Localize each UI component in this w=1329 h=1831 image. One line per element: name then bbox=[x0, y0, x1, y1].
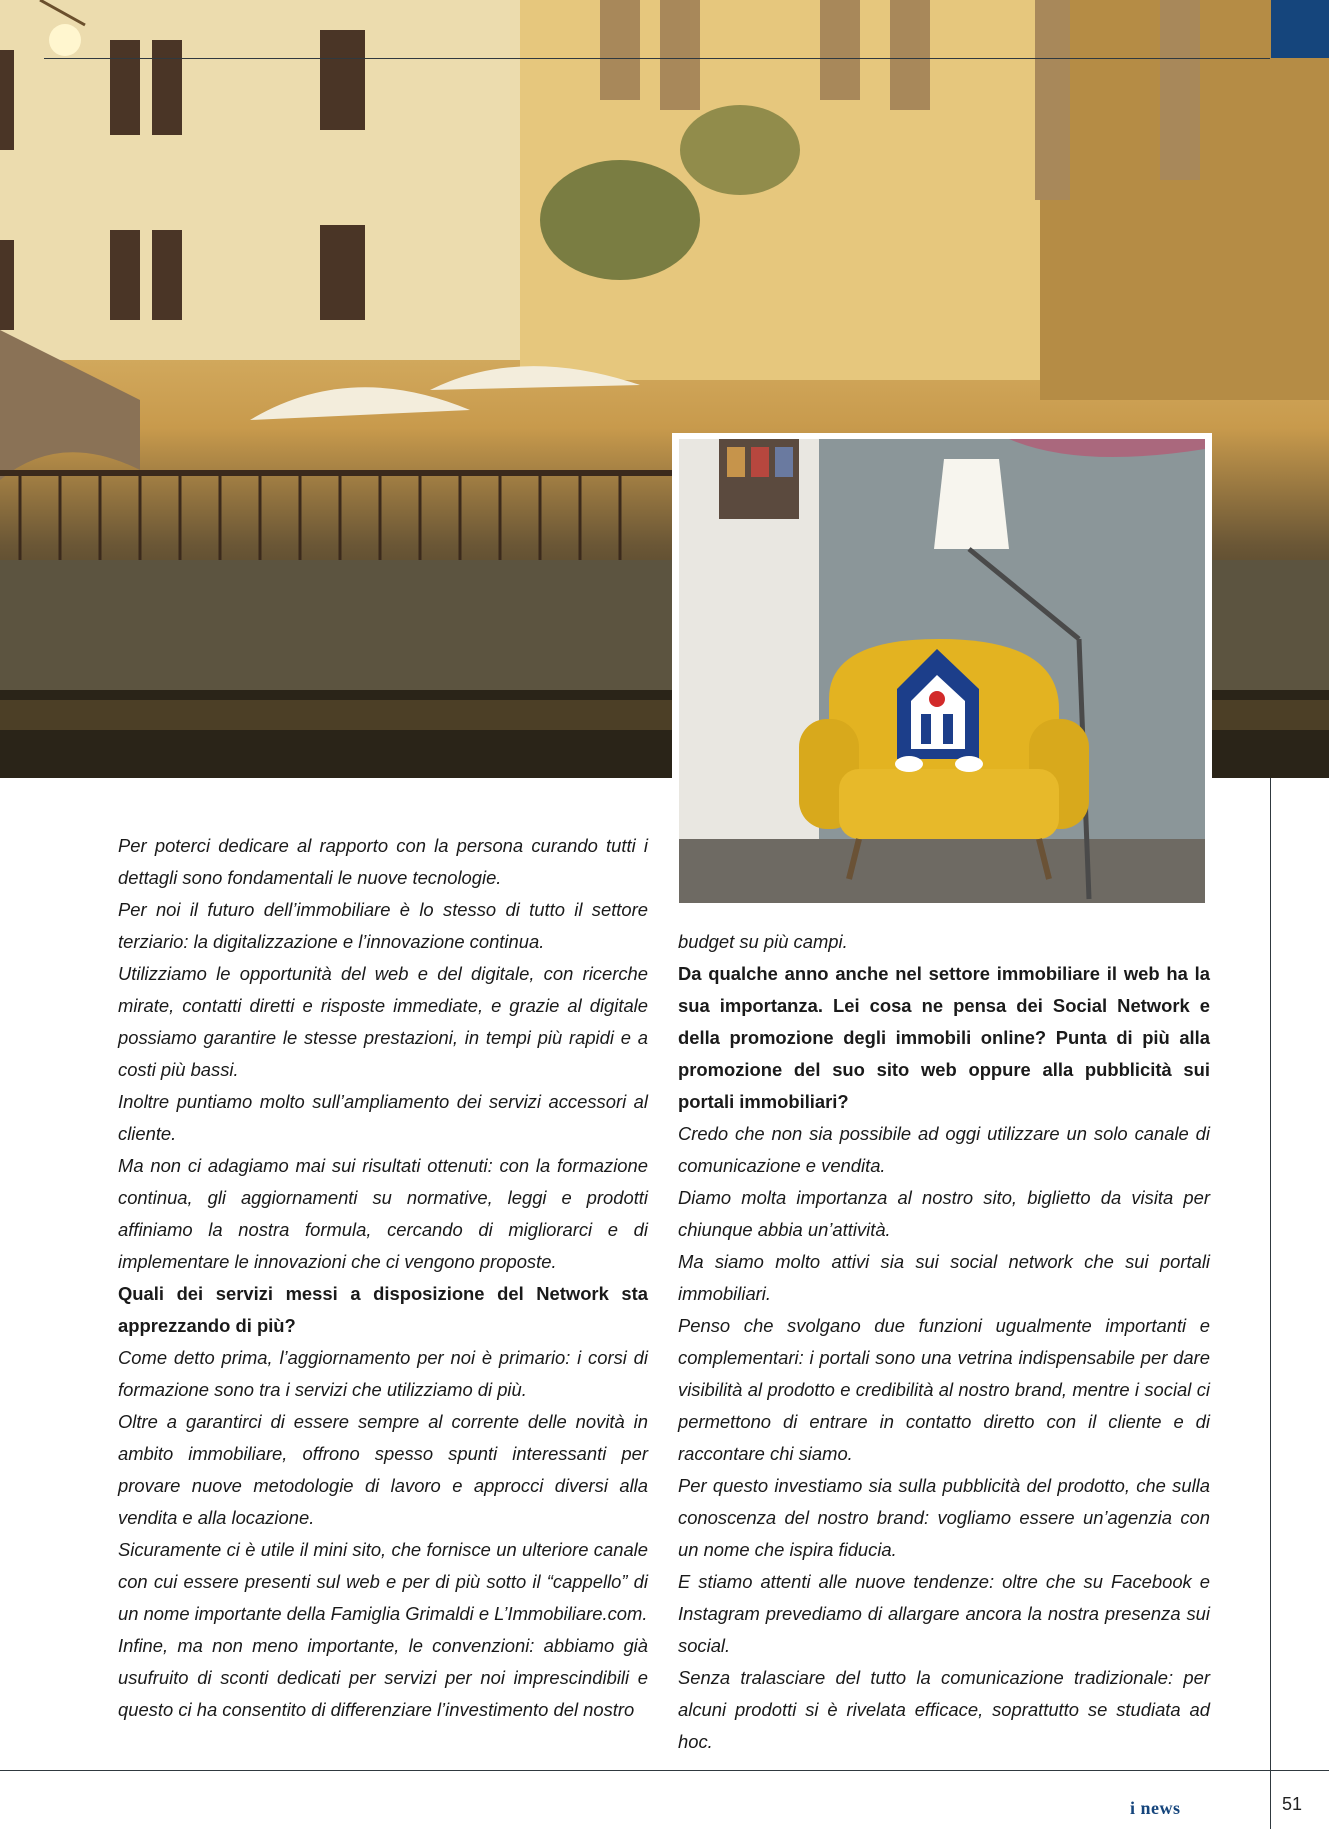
interview-question: Quali dei servizi messi a disposizione del Network sta apprezzando di più? bbox=[118, 1283, 648, 1336]
page-number: 51 bbox=[1282, 1794, 1303, 1814]
inset-photo bbox=[672, 433, 1212, 909]
paragraph: Sicuramente ci è utile il mini sito, che fornisce un ulteriore canale con cui essere presenti sul web e per di più sotto il “cappello” di un nome importante della Famiglia Grimaldi e L’Immobiliare.com. bbox=[118, 1539, 648, 1624]
paragraph: Diamo molta importanza al nostro sito, biglietto da visita per chiunque abbia un’attività. bbox=[678, 1187, 1210, 1240]
right-column bbox=[678, 926, 1210, 1758]
paragraph: Ma siamo molto attivi sia sui social network che sui portali immobiliari. bbox=[678, 1251, 1210, 1304]
paragraph: Penso che svolgano due funzioni ugualmente importanti e complementari: i portali sono una vetrina indispensabile per dare visibilità al prodotto e credibilità al nostro brand, mentre i social ci permettono di entrare in contatto diretto con il cliente e di raccontare chi siamo. bbox=[678, 1315, 1210, 1464]
paragraph: Per questo investiamo sia sulla pubblicità del prodotto, che sulla conoscenza del nostro brand: vogliamo essere un’agenzia con un nome che ispira fiducia. bbox=[678, 1475, 1210, 1560]
footer-brand: i news bbox=[1130, 1798, 1181, 1818]
paragraph: Senza tralasciare del tutto la comunicazione tradizionale: per alcuni prodotti si è rivelata efficace, soprattutto se studiata ad hoc. bbox=[678, 1667, 1210, 1752]
paragraph: E stiamo attenti alle nuove tendenze: oltre che su Facebook e Instagram prevediamo di allargare ancora la nostra presenza sui social. bbox=[678, 1571, 1210, 1656]
interview-question: Da qualche anno anche nel settore immobiliare il web ha la sua importanza. Lei cosa ne pensa dei Social Network e della promozione degli immobili online? Punta di più alla promozione del suo sito web oppure alla pubblicità sui portali immobiliari? bbox=[678, 963, 1210, 1112]
inset-photo-illustration bbox=[679, 439, 1205, 903]
paragraph: Come detto prima, l’aggiornamento per noi è primario: i corsi di formazione sono tra i servizi che utilizziamo di più. bbox=[118, 1347, 648, 1400]
paragraph: Utilizziamo le opportunità del web e del digitale, con ricerche mirate, contatti diretti e risposte immediate, e grazie al digitale possiamo garantire le stesse prestazioni, in tempi più rapidi e a costi più bassi. bbox=[118, 963, 648, 1080]
paragraph: Per poterci dedicare al rapporto con la persona curando tutti i dettagli sono fondamentali le nuove tecnologie. bbox=[118, 835, 648, 888]
top-rule bbox=[44, 58, 1270, 59]
paragraph: Ma non ci adagiamo mai sui risultati ottenuti: con la formazione continua, gli aggiornamenti su normative, leggi e prodotti affiniamo la nostra formula, cercando di migliorarci e di implementare le innovazioni che ci vengono proposte. bbox=[118, 1155, 648, 1272]
paragraph: Per noi il futuro dell’immobiliare è lo stesso di tutto il settore terziario: la digitalizzazione e l’innovazione continua. bbox=[118, 899, 648, 952]
paragraph: Infine, ma non meno importante, le convenzioni: abbiamo già usufruito di sconti dedicati per servizi per noi imprescindibili e questo ci ha consentito di differenziare l’investimento del nostro bbox=[118, 1635, 648, 1720]
paragraph: Credo che non sia possibile ad oggi utilizzare un solo canale di comunicazione e vendita. bbox=[678, 1123, 1210, 1176]
corner-tab bbox=[1271, 0, 1329, 58]
side-rule bbox=[1270, 778, 1271, 1829]
footer-rule bbox=[0, 1770, 1329, 1771]
paragraph: Oltre a garantirci di essere sempre al corrente delle novità in ambito immobiliare, offrono spesso spunti interessanti per provare nuove metodologie di lavoro e approcci diversi alla vendita e alla locazione. bbox=[118, 1411, 648, 1528]
paragraph: Inoltre puntiamo molto sull’ampliamento dei servizi accessori al cliente. bbox=[118, 1091, 648, 1144]
left-column bbox=[118, 830, 648, 1726]
paragraph: budget su più campi. bbox=[678, 931, 848, 952]
